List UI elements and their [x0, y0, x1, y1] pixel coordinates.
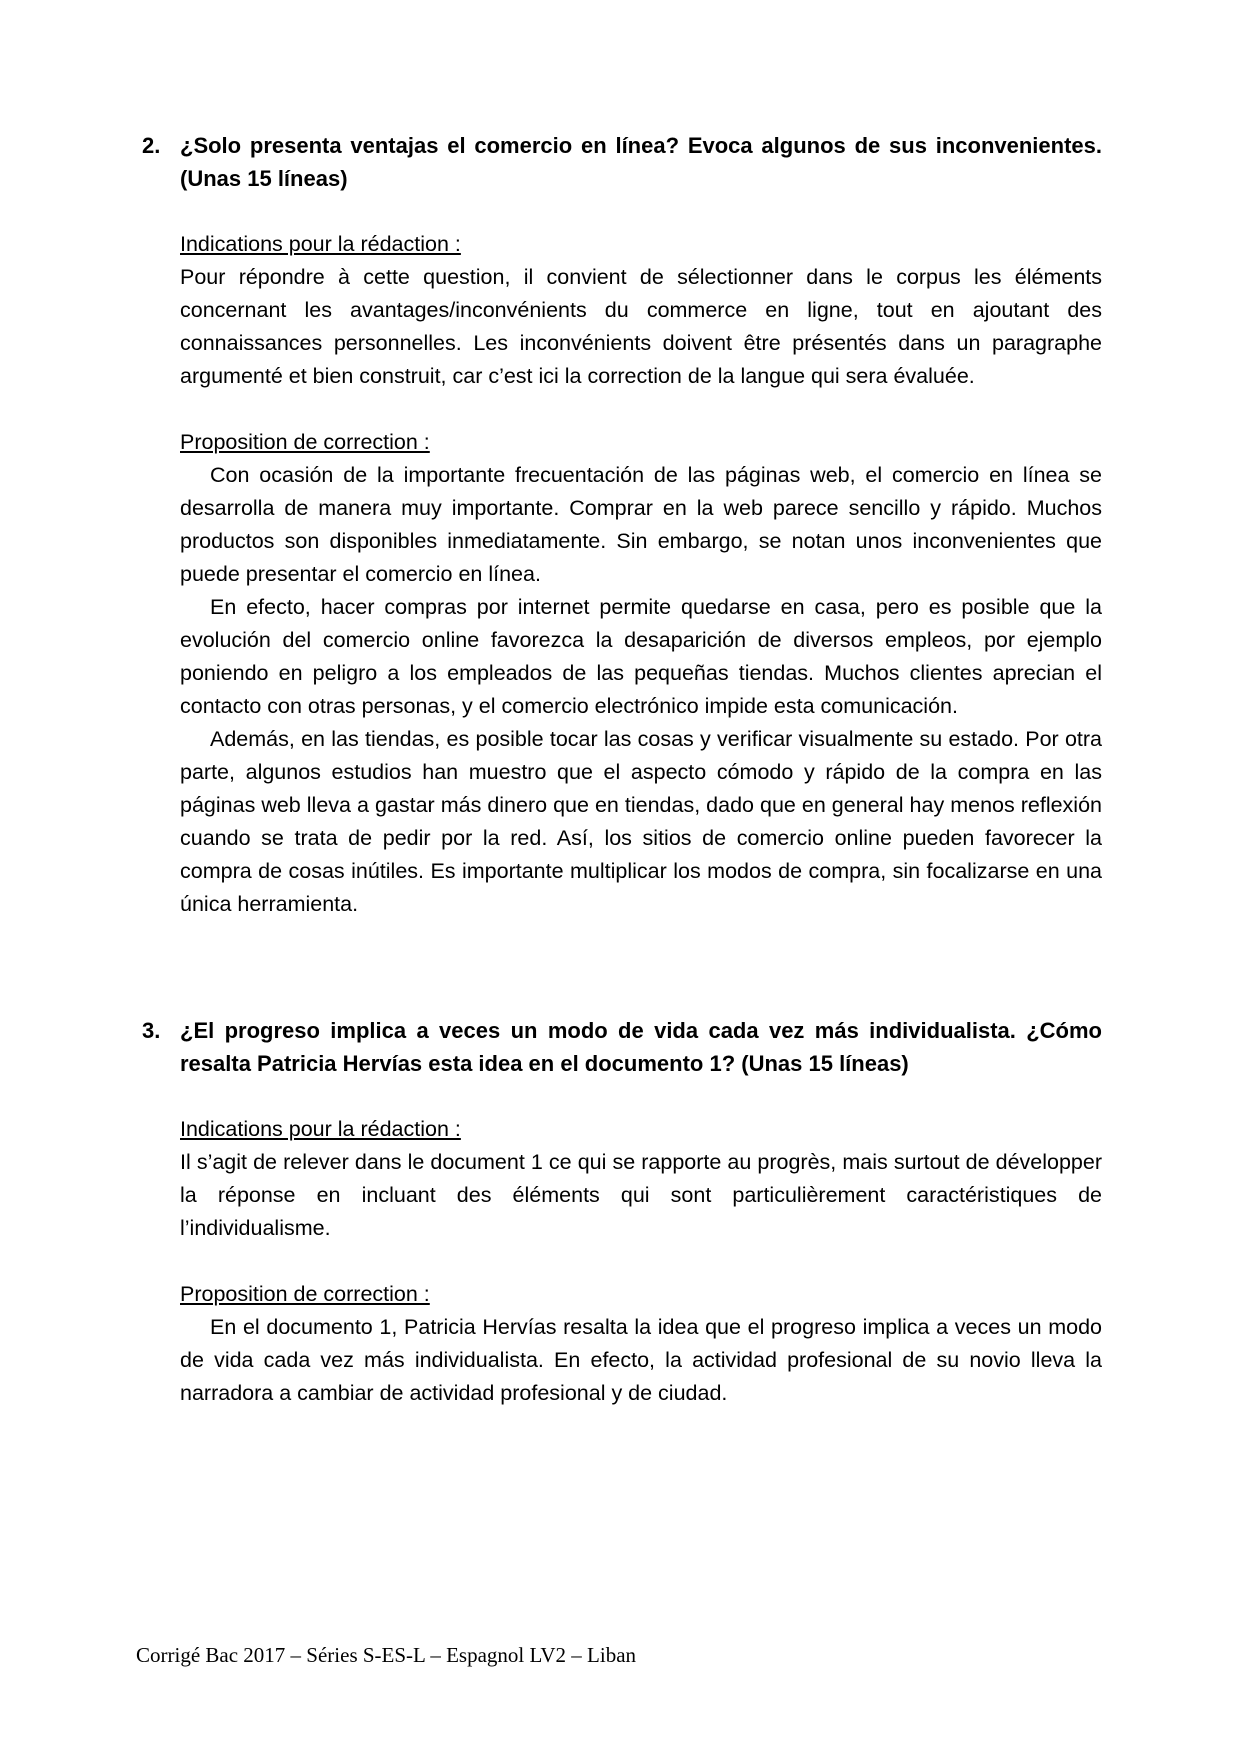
question-3: [142, 1014, 1102, 1410]
question-number: 2.: [142, 133, 161, 158]
indications-text: Il s’agit de relever dans le document 1 ce qui se rapporte au progrès, mais surtout de développer la réponse en incluant des éléments qui sont particulièrement caractéristiques de l’individualisme.: [180, 1150, 1102, 1240]
page-footer: Corrigé Bac 2017 – Séries S-ES-L – Espagnol LV2 – Liban: [136, 1643, 637, 1667]
proposition-heading: Proposition de correction :: [180, 1282, 430, 1306]
question-2-header: [142, 129, 1102, 195]
proposition-paragraph: Además, en las tiendas, es posible tocar las cosas y verificar visualmente su estado. Por otra parte, algunos estudios han muestro que el aspecto cómodo y rápido de la compra en las páginas web lleva a gastar más dinero que en tiendas, dado que en general hay menos reflexión cuando se trata de pedir por la red. Así, los sitios de comercio online pueden favorecer la compra de cosas inútiles. Es importante multiplicar los modos de compra, sin focalizarse en una única herramienta.: [180, 727, 1102, 916]
indications-text: Pour répondre à cette question, il convient de sélectionner dans le corpus les éléments concernant les avantages/inconvénients du commerce en ligne, tout en ajoutant des connaissances personnelles. Les inconvénients doivent être présentés dans un paragraphe argumenté et bien construit, car c’est ici la correction de la langue qui sera évaluée.: [180, 265, 1102, 388]
question-title: ¿El progreso implica a veces un modo de vida cada vez más individualista. ¿Cómo resalta Patricia Hervías esta idea en el documento 1? (Unas 15 líneas): [180, 1018, 1102, 1076]
question-3-body: [180, 1113, 1102, 1410]
proposition-heading: Proposition de correction :: [180, 430, 430, 454]
proposition-paragraph: En efecto, hacer compras por internet permite quedarse en casa, pero es posible que la evolución del comercio online favorezca la desaparición de diversos empleos, por ejemplo poniendo en peligro a los empleados de las pequeñas tiendas. Muchos clientes aprecian el contacto con otras personas, y el comercio electrónico impide esta comunicación.: [180, 595, 1102, 718]
indications-heading: Indications pour la rédaction :: [180, 1117, 461, 1141]
proposition-paragraph: En el documento 1, Patricia Hervías resalta la idea que el progreso implica a veces un modo de vida cada vez más individualista. En efecto, la actividad profesional de su novio lleva la narradora a cambiar de actividad profesional y de ciudad.: [180, 1315, 1102, 1405]
question-3-header: [142, 1014, 1102, 1080]
question-2-body: [180, 228, 1102, 921]
question-title: ¿Solo presenta ventajas el comercio en línea? Evoca algunos de sus inconvenientes. (Unas 15 líneas): [180, 133, 1102, 191]
question-number: 3.: [142, 1018, 161, 1043]
indications-heading: Indications pour la rédaction :: [180, 232, 461, 256]
question-2: [142, 129, 1102, 921]
proposition-paragraph: Con ocasión de la importante frecuentación de las páginas web, el comercio en línea se desarrolla de manera muy importante. Comprar en la web parece sencillo y rápido. Muchos productos son disponibles inmediatamente. Sin embargo, se notan unos inconvenientes que puede presentar el comercio en línea.: [180, 463, 1102, 586]
